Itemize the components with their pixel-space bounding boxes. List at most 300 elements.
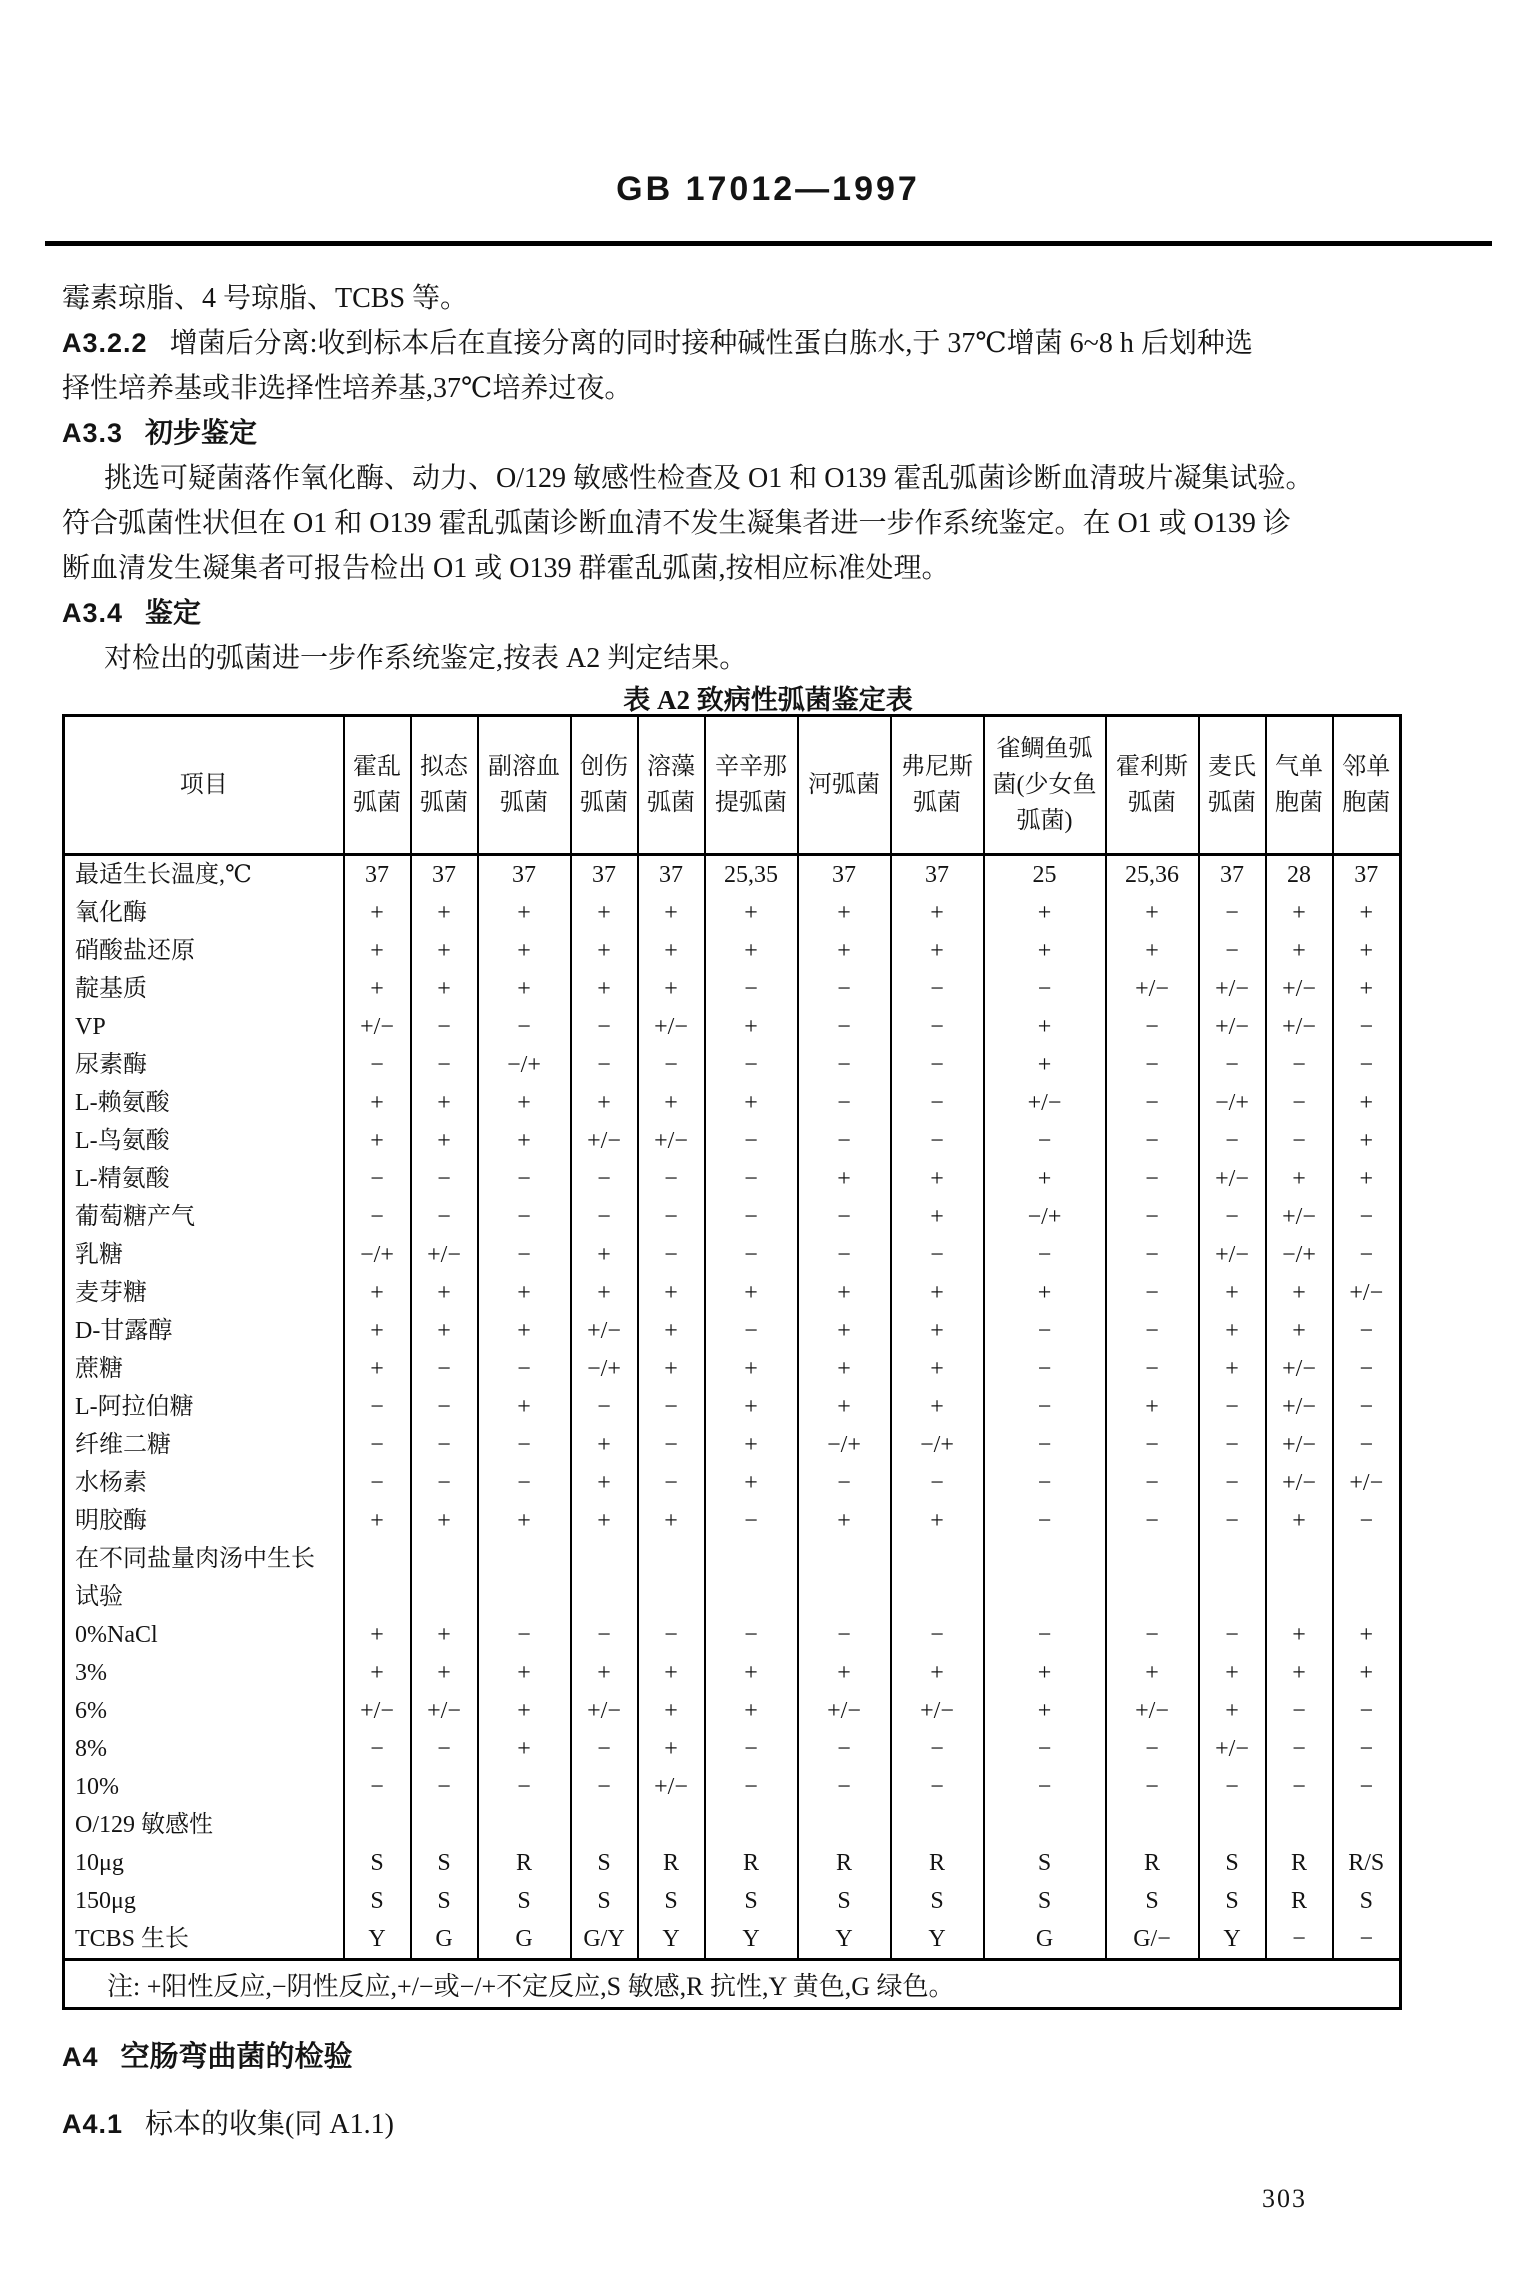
table-cell: + (1333, 1160, 1401, 1198)
table-cell: − (891, 1008, 984, 1046)
table-cell: −/+ (1199, 1084, 1266, 1122)
table-cell: − (411, 1350, 478, 1388)
table-cell: − (344, 1160, 411, 1198)
table-row (64, 1122, 1401, 1160)
table-cell: − (1106, 1122, 1199, 1160)
table-cell: − (571, 1388, 638, 1426)
table-row (64, 1274, 1401, 1312)
section-a41 (62, 2102, 394, 2142)
table-cell: S (1199, 1882, 1266, 1920)
table-row (64, 1464, 1401, 1502)
table-cell: +/− (411, 1236, 478, 1274)
table-cell: +/− (1266, 1464, 1333, 1502)
table-cell: − (798, 1464, 891, 1502)
table-cell: − (478, 1198, 571, 1236)
row-label: 硝酸盐还原 (64, 932, 344, 970)
table-cell: + (798, 1654, 891, 1692)
table-cell (984, 1806, 1106, 1844)
table-cell: R (798, 1844, 891, 1882)
table-cell: Y (891, 1920, 984, 1960)
table-cell: + (344, 1502, 411, 1540)
table-cell: − (344, 1464, 411, 1502)
table-cell: − (478, 1350, 571, 1388)
table-cell: + (478, 1312, 571, 1350)
table-cell (705, 1540, 798, 1578)
table-cell (1106, 1578, 1199, 1616)
table-cell: +/− (571, 1312, 638, 1350)
table-cell (891, 1806, 984, 1844)
table-cell: + (705, 1388, 798, 1426)
row-label: 麦芽糖 (64, 1274, 344, 1312)
row-label: L-鸟氨酸 (64, 1122, 344, 1160)
table-cell: + (891, 1198, 984, 1236)
table-cell: + (1199, 1274, 1266, 1312)
column-header: 创伤弧菌 (571, 716, 638, 855)
table-cell: + (478, 1502, 571, 1540)
table-cell: − (571, 1198, 638, 1236)
table-cell: +/− (411, 1692, 478, 1730)
table-cell: − (344, 1046, 411, 1084)
column-header: 麦氏弧菌 (1199, 716, 1266, 855)
table-cell: + (571, 1084, 638, 1122)
table-cell: − (891, 1122, 984, 1160)
table-cell: − (1333, 1920, 1401, 1960)
table-cell: − (984, 1350, 1106, 1388)
table-cell: +/− (638, 1008, 705, 1046)
table-cell: + (344, 894, 411, 932)
table-row (64, 1236, 1401, 1274)
table-cell: −/+ (1266, 1236, 1333, 1274)
table-row (64, 1426, 1401, 1464)
table-cell: + (891, 1654, 984, 1692)
table-cell: − (1333, 1768, 1401, 1806)
section-a4 (62, 2034, 353, 2075)
table-cell: − (638, 1160, 705, 1198)
table-cell: + (571, 1502, 638, 1540)
section-title: 标本的收集(同 A1.1) (145, 2109, 394, 2140)
table-cell (1199, 1578, 1266, 1616)
table-cell: − (798, 1084, 891, 1122)
table-cell (344, 1806, 411, 1844)
table-cell: − (344, 1730, 411, 1768)
table-cell: + (984, 1274, 1106, 1312)
table-cell: − (638, 1388, 705, 1426)
table-cell: − (478, 1464, 571, 1502)
table-cell (1333, 1806, 1401, 1844)
table-cell: + (1266, 1274, 1333, 1312)
table-cell: − (411, 1426, 478, 1464)
table-row (64, 1540, 1401, 1578)
table-cell: +/− (1199, 970, 1266, 1008)
table-cell: + (798, 1350, 891, 1388)
table-cell: + (1266, 894, 1333, 932)
table-cell: − (638, 1426, 705, 1464)
table-cell: − (705, 1616, 798, 1654)
table-cell: − (478, 1236, 571, 1274)
row-label: 8% (64, 1730, 344, 1768)
table-cell: S (705, 1882, 798, 1920)
table-cell: + (891, 1274, 984, 1312)
table-cell: +/− (1266, 1198, 1333, 1236)
table-cell: − (1333, 1198, 1401, 1236)
table-cell: + (478, 970, 571, 1008)
table-cell: + (571, 1426, 638, 1464)
table-cell: + (638, 1350, 705, 1388)
table-cell (638, 1578, 705, 1616)
table-cell: −/+ (891, 1426, 984, 1464)
table-cell: + (344, 1084, 411, 1122)
table-cell: Y (705, 1920, 798, 1960)
table-cell: 25,36 (1106, 855, 1199, 895)
table-cell: − (798, 1616, 891, 1654)
table-cell: +/− (1266, 1350, 1333, 1388)
table-cell (1333, 1540, 1401, 1578)
table-cell: − (411, 1198, 478, 1236)
table-cell: R (705, 1844, 798, 1882)
table-cell: − (984, 1426, 1106, 1464)
table-cell: − (1106, 1274, 1199, 1312)
table-caption: 表 A2 致病性弧菌鉴定表 (623, 685, 913, 715)
table-cell: + (1266, 1502, 1333, 1540)
table-cell: 37 (478, 855, 571, 895)
column-header: 霍利斯弧菌 (1106, 716, 1199, 855)
table-cell: R (891, 1844, 984, 1882)
table-cell: S (638, 1882, 705, 1920)
table-cell: − (1106, 1502, 1199, 1540)
table-cell: − (798, 1730, 891, 1768)
column-header: 弗尼斯弧菌 (891, 716, 984, 855)
row-label: 150μg (64, 1882, 344, 1920)
table-cell: − (1106, 1008, 1199, 1046)
table-cell: − (1199, 1388, 1266, 1426)
table-cell: + (1333, 894, 1401, 932)
table-cell: − (638, 1616, 705, 1654)
table-cell: + (891, 1160, 984, 1198)
table-cell: + (798, 1388, 891, 1426)
table-cell: S (1199, 1844, 1266, 1882)
table-cell: R (1106, 1844, 1199, 1882)
table-cell: +/− (1266, 1008, 1333, 1046)
table-cell: + (891, 1312, 984, 1350)
table-cell: − (411, 1046, 478, 1084)
table-cell: − (798, 1008, 891, 1046)
table-cell: + (411, 932, 478, 970)
table-cell: − (638, 1198, 705, 1236)
row-label: 0%NaCl (64, 1616, 344, 1654)
table-cell: − (1333, 1426, 1401, 1464)
table-cell: − (1266, 1122, 1333, 1160)
table-row (64, 894, 1401, 932)
table-cell: +/− (1266, 970, 1333, 1008)
table-cell: + (344, 1616, 411, 1654)
table-cell: S (344, 1882, 411, 1920)
table-cell: + (705, 894, 798, 932)
table-cell: − (1333, 1730, 1401, 1768)
table-cell: + (638, 1312, 705, 1350)
table-cell: + (478, 1388, 571, 1426)
table-cell (1199, 1806, 1266, 1844)
table-cell: −/+ (571, 1350, 638, 1388)
table-cell: + (705, 1692, 798, 1730)
table-cell: − (1106, 1426, 1199, 1464)
table-cell: − (1333, 1046, 1401, 1084)
table-cell: − (891, 970, 984, 1008)
table-cell: +/− (1199, 1236, 1266, 1274)
table-cell: − (798, 1122, 891, 1160)
table-cell: + (984, 1160, 1106, 1198)
column-header: 邻单胞菌 (1333, 716, 1401, 855)
table-cell: − (798, 1768, 891, 1806)
table-cell (411, 1806, 478, 1844)
table-cell: + (984, 1692, 1106, 1730)
paragraph-text: 增菌后分离:收到标本后在直接分离的同时接种碱性蛋白胨水,于 37℃增菌 6~8 h 后划种选 (169, 328, 1253, 359)
table-cell: S (891, 1882, 984, 1920)
table-cell: − (1199, 1768, 1266, 1806)
table-cell: + (344, 970, 411, 1008)
table-cell: −/+ (478, 1046, 571, 1084)
table-cell: + (1266, 1654, 1333, 1692)
table-cell: + (984, 932, 1106, 970)
table-cell: − (1266, 1692, 1333, 1730)
column-header: 溶藻弧菌 (638, 716, 705, 855)
table-cell: +/− (571, 1122, 638, 1160)
table-cell: + (984, 894, 1106, 932)
table-cell: S (1106, 1882, 1199, 1920)
table-cell: + (1106, 1654, 1199, 1692)
table-cell: − (705, 1730, 798, 1768)
table-cell: +/− (1333, 1464, 1401, 1502)
table-cell: + (1333, 1654, 1401, 1692)
table-cell: − (1333, 1350, 1401, 1388)
paragraph-line: 符合弧菌性状但在 O1 和 O139 霍乱弧菌诊断血清不发生凝集者进一步作系统鉴定。在 O1 或 O139 诊 (62, 508, 1291, 539)
table-row (64, 1198, 1401, 1236)
table-cell (705, 1578, 798, 1616)
table-cell: − (638, 1046, 705, 1084)
table-row (64, 1844, 1401, 1882)
table-cell: −/+ (798, 1426, 891, 1464)
table-cell: − (705, 1122, 798, 1160)
table-cell: + (478, 894, 571, 932)
table-row (64, 1654, 1401, 1692)
section-a33 (62, 411, 1492, 456)
table-cell: Y (1199, 1920, 1266, 1960)
table-cell: − (1106, 1616, 1199, 1654)
table-cell: S (984, 1882, 1106, 1920)
table-cell: + (1266, 932, 1333, 970)
table-cell: − (984, 970, 1106, 1008)
table-cell: + (571, 970, 638, 1008)
row-label: D-甘露醇 (64, 1312, 344, 1350)
table-cell: − (478, 1426, 571, 1464)
table-cell: − (705, 1160, 798, 1198)
table-cell: R (478, 1844, 571, 1882)
table-cell: − (1199, 932, 1266, 970)
table-cell: + (1333, 1122, 1401, 1160)
table-cell (984, 1540, 1106, 1578)
table-cell: − (344, 1426, 411, 1464)
table-cell: + (798, 1312, 891, 1350)
table-cell: 37 (1333, 855, 1401, 895)
table-cell: − (1106, 1160, 1199, 1198)
table-cell (891, 1540, 984, 1578)
table-cell: − (1266, 1920, 1333, 1960)
header-row (64, 716, 1401, 855)
table-cell: + (705, 1464, 798, 1502)
table-cell: − (984, 1236, 1106, 1274)
table-cell: + (478, 1692, 571, 1730)
table-cell: − (984, 1768, 1106, 1806)
table-cell: + (411, 1654, 478, 1692)
table-cell: + (411, 894, 478, 932)
table-cell: − (344, 1198, 411, 1236)
column-header: 拟态弧菌 (411, 716, 478, 855)
table-cell: − (571, 1008, 638, 1046)
table-cell: + (1266, 1312, 1333, 1350)
table-cell: + (638, 1274, 705, 1312)
table-cell: − (984, 1122, 1106, 1160)
table-cell: − (411, 1768, 478, 1806)
table-cell: + (891, 932, 984, 970)
table-cell: + (478, 1122, 571, 1160)
table-cell: + (411, 1084, 478, 1122)
section-title: 初步鉴定 (145, 418, 258, 449)
section-title: 鉴定 (145, 598, 202, 629)
table-cell: 25 (984, 855, 1106, 895)
table-row (64, 1502, 1401, 1540)
table-cell: S (571, 1882, 638, 1920)
row-label: 纤维二糖 (64, 1426, 344, 1464)
table-cell: + (411, 970, 478, 1008)
table-cell: +/− (1266, 1426, 1333, 1464)
table-cell: + (798, 932, 891, 970)
table-cell: − (571, 1768, 638, 1806)
table-cell: G/Y (571, 1920, 638, 1960)
table-cell: Y (798, 1920, 891, 1960)
table-cell: − (1106, 1198, 1199, 1236)
table-cell: G (984, 1920, 1106, 1960)
table-cell: 37 (571, 855, 638, 895)
table-cell: − (1199, 1198, 1266, 1236)
table-cell (638, 1540, 705, 1578)
table-cell (478, 1578, 571, 1616)
table-cell: − (411, 1008, 478, 1046)
table-cell: − (1333, 1312, 1401, 1350)
table-cell: + (478, 1730, 571, 1768)
table-cell: − (705, 970, 798, 1008)
table-cell: + (411, 1312, 478, 1350)
table-cell: − (1266, 1768, 1333, 1806)
table-cell: Y (638, 1920, 705, 1960)
table-cell: − (705, 1198, 798, 1236)
note-row (64, 1960, 1401, 2009)
table-cell: − (1106, 1236, 1199, 1274)
body-text-block (62, 276, 1492, 681)
table-cell: − (571, 1730, 638, 1768)
table-cell: S (411, 1844, 478, 1882)
table-cell: − (638, 1464, 705, 1502)
row-label: 乳糖 (64, 1236, 344, 1274)
table-cell (1266, 1806, 1333, 1844)
table-cell: + (638, 1084, 705, 1122)
table-cell: + (1266, 1160, 1333, 1198)
table-cell: + (344, 932, 411, 970)
table-cell: − (1333, 1692, 1401, 1730)
table-cell (1106, 1806, 1199, 1844)
table-cell: − (705, 1312, 798, 1350)
table-cell: + (705, 932, 798, 970)
table-cell: +/− (344, 1692, 411, 1730)
table-cell: − (705, 1502, 798, 1540)
table-row (64, 1312, 1401, 1350)
paragraph-line: 霉素琼脂、4 号琼脂、TCBS 等。 (62, 283, 469, 314)
table-cell: − (705, 1236, 798, 1274)
table-cell: + (798, 1274, 891, 1312)
table-cell: + (705, 1084, 798, 1122)
table-cell: + (1333, 1084, 1401, 1122)
section-title: 空肠弯曲菌的检验 (120, 2041, 353, 2073)
table-row (64, 1350, 1401, 1388)
table-cell: S (571, 1844, 638, 1882)
table-cell (798, 1578, 891, 1616)
table-cell (478, 1540, 571, 1578)
table-row (64, 1882, 1401, 1920)
table-cell: −/+ (984, 1198, 1106, 1236)
table-cell: − (984, 1502, 1106, 1540)
table-row (64, 1616, 1401, 1654)
paragraph-line: 断血清发生凝集者可报告检出 O1 或 O139 群霍乱弧菌,按相应标准处理。 (62, 553, 950, 584)
table-cell: + (571, 894, 638, 932)
table-cell: − (891, 1616, 984, 1654)
table-row (64, 932, 1401, 970)
table-cell (411, 1578, 478, 1616)
table-cell: − (984, 1616, 1106, 1654)
row-label: L-精氨酸 (64, 1160, 344, 1198)
table-cell: 37 (891, 855, 984, 895)
table-cell: − (1199, 1426, 1266, 1464)
table-cell: − (1106, 1730, 1199, 1768)
table-cell: 37 (1199, 855, 1266, 895)
table-cell: − (1199, 1502, 1266, 1540)
row-label: 试验 (64, 1578, 344, 1616)
column-header: 副溶血弧菌 (478, 716, 571, 855)
table-cell: +/− (891, 1692, 984, 1730)
row-label: O/129 敏感性 (64, 1806, 344, 1844)
standard-number-heading: GB 17012—1997 (616, 170, 920, 208)
table-cell: + (798, 1502, 891, 1540)
table-cell: G/− (1106, 1920, 1199, 1960)
row-label: 葡萄糖产气 (64, 1198, 344, 1236)
table-cell: + (344, 1312, 411, 1350)
paragraph-line: 对检出的弧菌进一步作系统鉴定,按表 A2 判定结果。 (104, 643, 748, 674)
row-label: L-赖氨酸 (64, 1084, 344, 1122)
table-cell: G (478, 1920, 571, 1960)
table-cell: + (344, 1654, 411, 1692)
table-cell: + (1106, 894, 1199, 932)
table-note: 注: +阳性反应,−阴性反应,+/−或−/+不定反应,S 敏感,R 抗性,Y 黄色,G 绿色。 (64, 1960, 1401, 2009)
table-cell: + (1333, 970, 1401, 1008)
column-header: 河弧菌 (798, 716, 891, 855)
page-number: 303 (1262, 2184, 1307, 2213)
table-cell (571, 1540, 638, 1578)
table-cell: − (411, 1464, 478, 1502)
table-cell: − (478, 1008, 571, 1046)
table-row (64, 970, 1401, 1008)
table-cell: 37 (411, 855, 478, 895)
table-cell: − (638, 1236, 705, 1274)
table-cell: − (1266, 1730, 1333, 1768)
table-cell: + (984, 1654, 1106, 1692)
table-cell: + (344, 1274, 411, 1312)
